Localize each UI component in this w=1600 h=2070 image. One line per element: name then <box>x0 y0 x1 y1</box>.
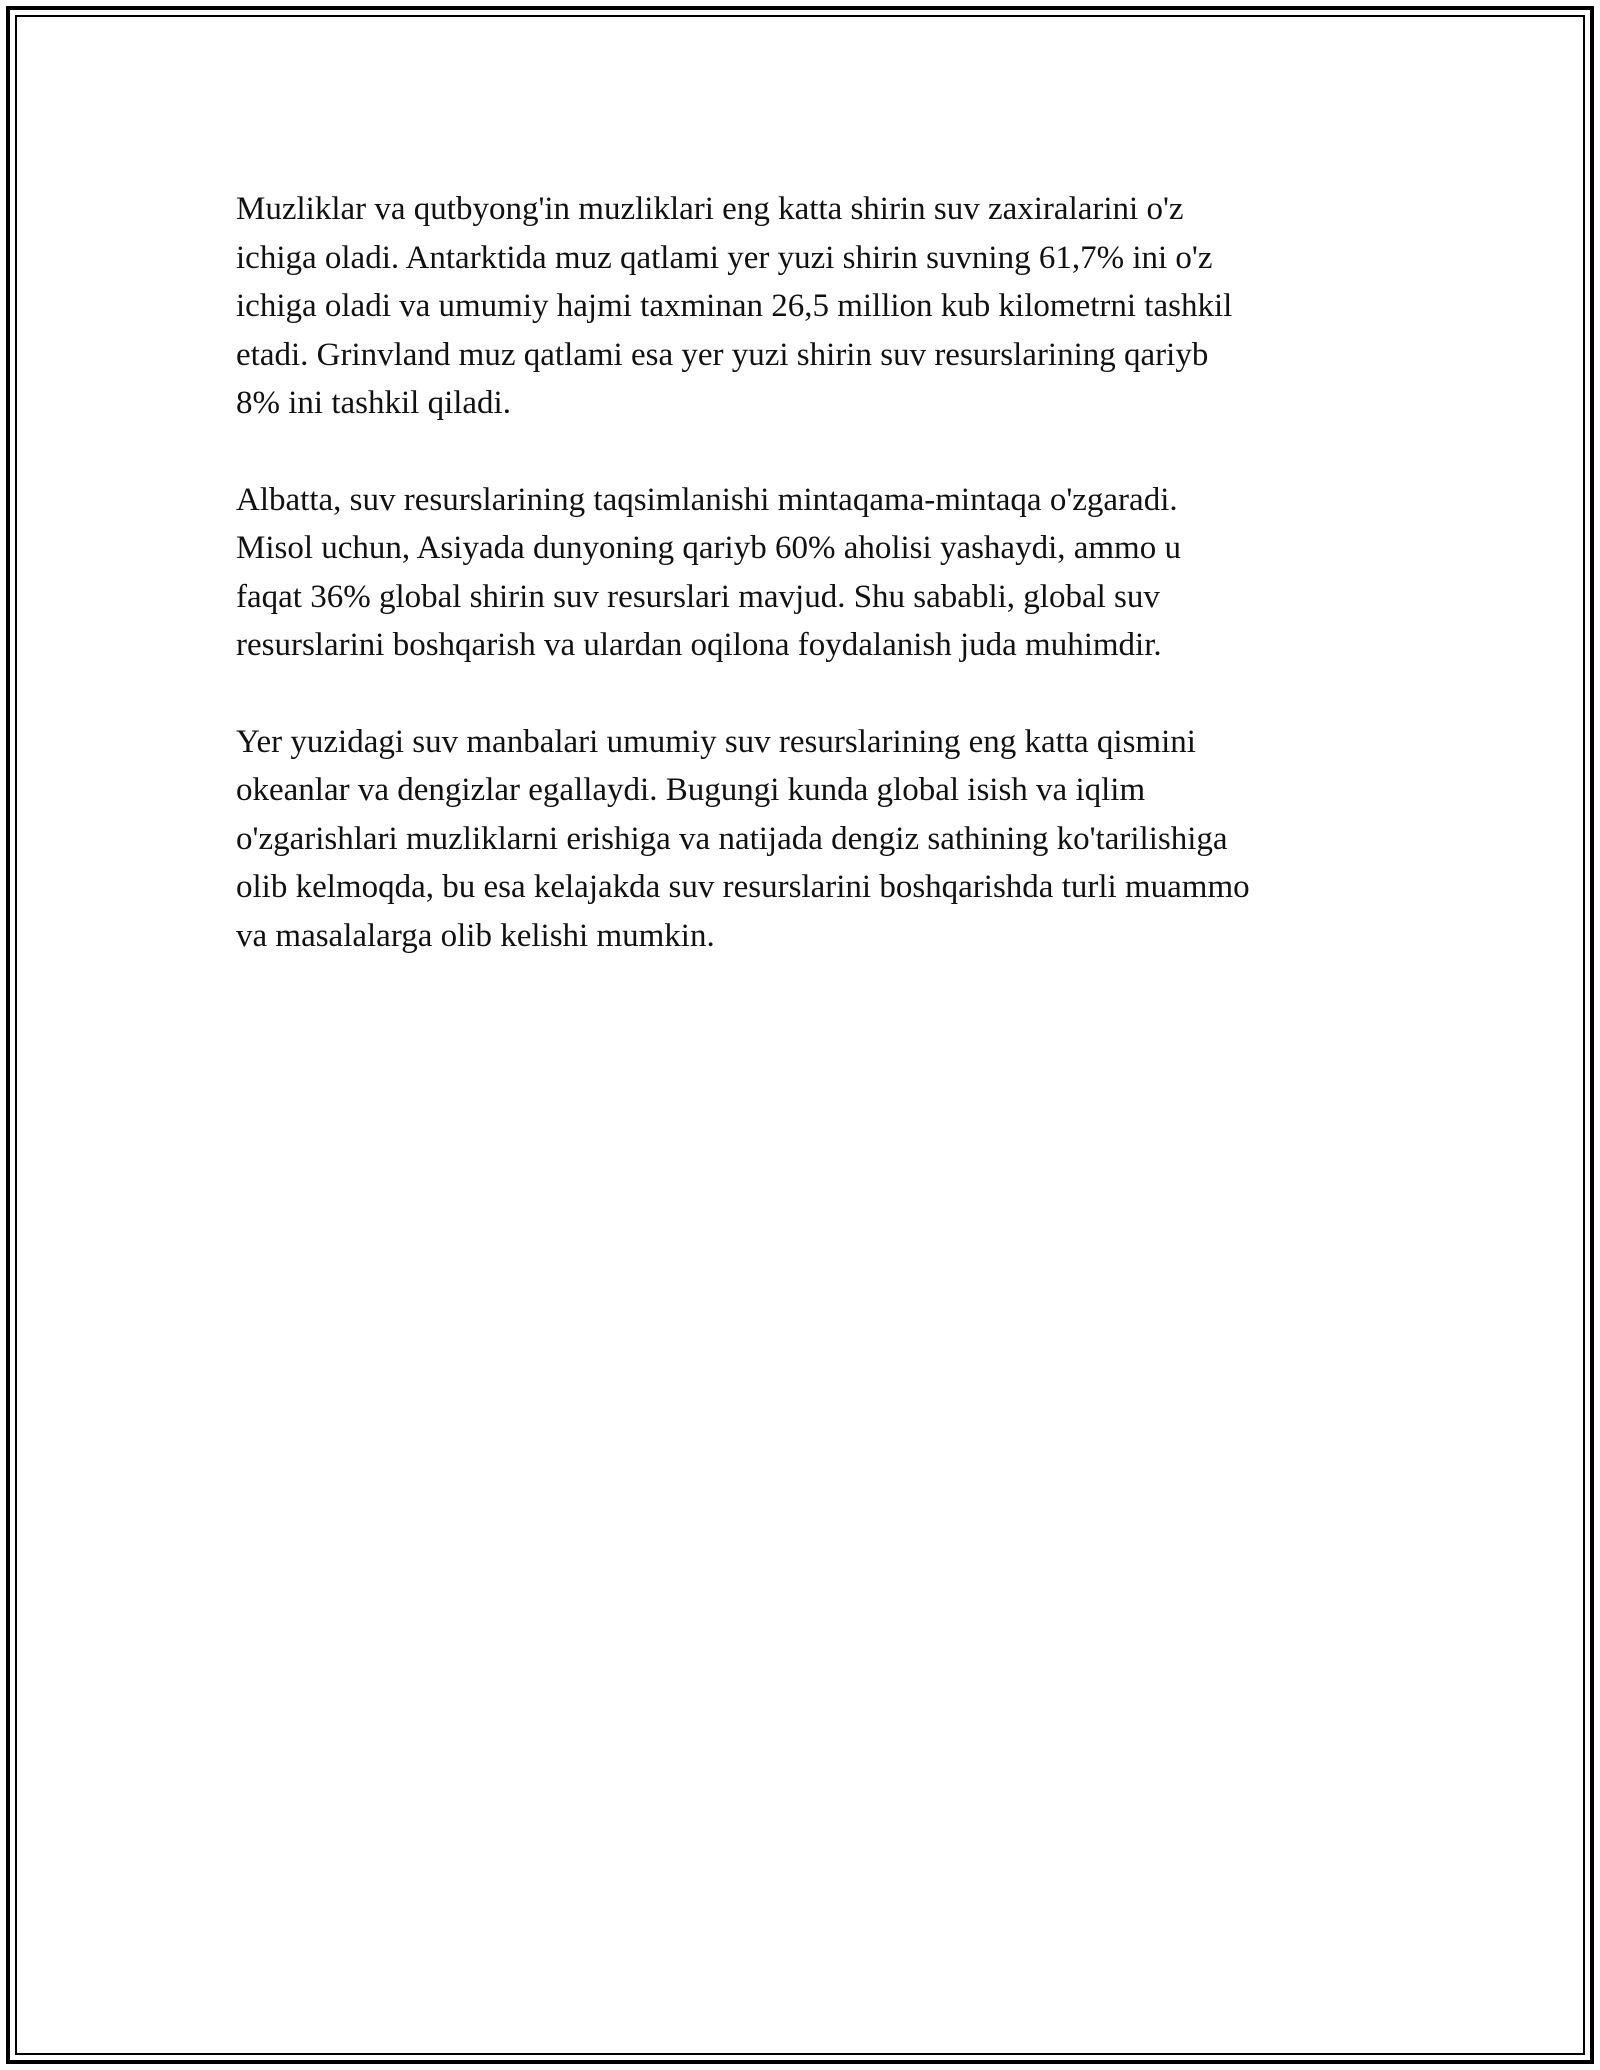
document-body <box>236 185 1376 1008</box>
paragraph-oceans: Yer yuzidagi suv manbalari umumiy suv resurslarining eng katta qismini okeanlar va dengizlar egallaydi. Bugungi kunda global isish va iqlim o'zgarishlari muzliklarni erishiga va natijada dengiz sathining ko'tarilishiga olib kelmoqda, bu esa kelajakda suv resurslarini boshqarishda turli muammo va masalalarga olib kelishi mumkin. <box>236 723 1250 954</box>
paragraph-glaciers: Muzliklar va qutbyong'in muzliklari eng katta shirin suv zaxiralarini o'z ichiga oladi. Antarktida muz qatlami yer yuzi shirin suvning 61,7% ini o'z ichiga oladi va umumiy hajmi taxminan 26,5 million kub kilometrni tashkil etadi. Grinvland muz qatlami esa yer yuzi shirin suv resurslarining qariyb 8% ini tashkil qiladi. <box>236 191 1233 421</box>
paragraph-distribution: Albatta, suv resurslarining taqsimlanishi mintaqama-mintaqa o'zgaradi. Misol uchun, Asiyada dunyoning qariyb 60% aholisi yashaydi, ammo u faqat 36% global shirin suv resurslari mavjud. Shu sababli, global suv resurslarini boshqarish va ulardan oqilona foydalanish juda muhimdir. <box>236 481 1181 663</box>
